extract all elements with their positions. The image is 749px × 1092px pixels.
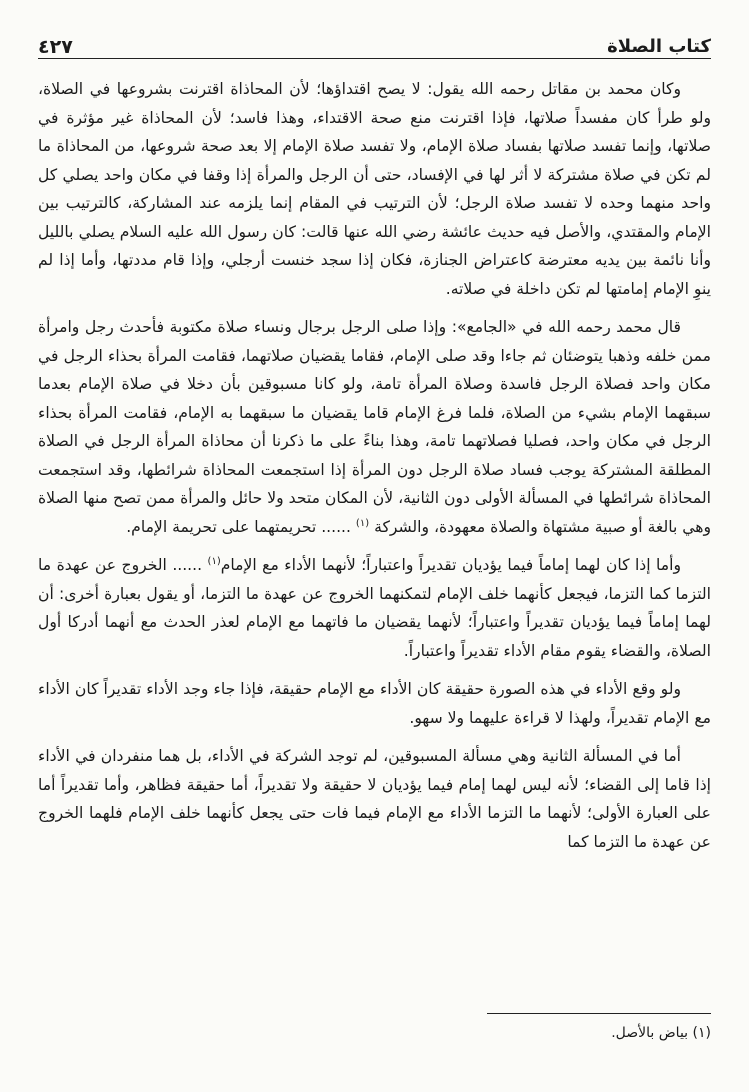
footnote-marker: (١) <box>692 1025 711 1041</box>
footnote-divider <box>487 1013 711 1014</box>
paragraph-3 <box>38 551 711 665</box>
paragraph-2 <box>38 313 711 541</box>
page-body <box>38 75 711 856</box>
paragraph-3-tail: ...... الخروج عن عهدة ما التزما كما التزما، فيجعل كأنهما خلف الإمام لتمكنهما الخروج عن عهدة ما التزما، أو يقول بعبارة أخرى: أن لهما إماماً فيما يؤديان تقديراً واعتباراً؛ لأنهما يقضيان ما فاتهما مع الإمام لعذر الحدث مع أنهما أدركا أول الصلاة، والقضاء يقوم مقام الأداء تقديراً واعتباراً. <box>38 556 711 660</box>
footnote-ref-2: (١) <box>207 555 221 567</box>
footnote <box>611 1022 711 1044</box>
paragraph-3-text: وأما إذا كان لهما إماماً فيما يؤديان تقديراً واعتباراً؛ لأنهما الأداء مع الإمام <box>220 556 681 574</box>
book-title: كتاب الصلاة <box>607 36 711 57</box>
paragraph-1: وكان محمد بن مقاتل رحمه الله يقول: لا يصح اقتداؤها؛ لأن المحاذاة اقترنت بشروعها في الصلاة، ولو طرأ كان مفسداً صلاتها، فإذا اقترنت منع صحة الاقتداء، وهذا فاسد؛ لأن المحاذاة غير مؤثرة في صلاتها، وإنما تفسد صلاتها بفساد صلاة الإمام، ولا تفسد صلاة الإمام إلا بعد صحة شروعها، من المحاذاة ما لم تكن في صلاة مشتركة لا أثر لها في الإفساد، حتى أن الرجل والمرأة إذا وقفا في مكان واحد يصلي كل واحد منهما وحده لا تفسد صلاة الرجل؛ لأن الترتيب في المقام إنما يلزمه عند المشاركة، كالترتيب بين الإمام والمقتدي، والأصل فيه حديث عائشة رضي الله عنها قالت: كان رسول الله عليه السلام يصلي بالليل وأنا نائمة بين يديه معترضة كاعتراض الجنازة، فكان إذا سجد خنست أرجلي، وإذا قام مددتها، وأما إذا لم ينوِ الإمام إمامتها لم تكن داخلة في صلاته. <box>38 80 711 298</box>
footnote-text: بياض بالأصل. <box>611 1025 689 1041</box>
document-page <box>38 30 711 1070</box>
paragraph-4: ولو وقع الأداء في هذه الصورة حقيقة كان الأداء مع الإمام حقيقة، فإذا جاء وجد الأداء تقديراً كان الأداء مع الإمام تقديراً، ولهذا لا قراءة عليهما ولا سهو. <box>38 680 711 727</box>
page-number: ٤٢٧ <box>38 36 73 58</box>
page-header <box>38 30 711 59</box>
paragraph-2-tail: ...... تحريمتهما على تحريمة الإمام. <box>126 517 351 536</box>
footnote-ref-1: (١) <box>355 517 370 529</box>
paragraph-5: أما في المسألة الثانية وهي مسألة المسبوقين، لم توجد الشركة في الأداء، بل هما منفردان في الأداء إذا قاما إلى القضاء؛ لأنه ليس لهما إمام فيما يؤديان لا حقيقة ولا تقديراً، أما حقيقة فظاهر، وأما تقديراً أما على العبارة الأولى؛ لأنهما ما التزما الأداء مع الإمام فيما فات حتى يجعل كأنهما خلف الإمام فلهما الخروج عن عهدة ما التزما كما <box>38 747 711 851</box>
paragraph-2-text: قال محمد رحمه الله في «الجامع»: وإذا صلى الرجل برجال ونساء صلاة مكتوبة فأحدث رجل وامرأة ممن خلفه وذهبا يتوضئان ثم جاءا وقد صلى الإمام، فقاما يقضيان صلاتهما، فقامت المرأة بحذاء الرجل في مكان واحد فصلاة الرجل فاسدة وصلاة المرأة تامة، ولو كانا مسبوقين بأن دخلا في صلاة الإمام بعدما سبقهما الإمام بشيء من الصلاة، فلما فرغ الإمام قاما يقضيان ما سبقهما به الإمام، فقامت المرأة بحذاء الرجل في مكان واحد، فصليا فصلاتهما تامة، وهذا بناءً على ما ذكرنا أن محاذاة المرأة الرجل في الصلاة المطلقة المشتركة يوجب فساد صلاة الرجل دون المرأة إذا استجمعت المحاذاة شرائطها، وقد استجمعت المحاذاة شرائطها في المسألة الأولى دون الثانية، لأن المكان متحد ولا حائل والمرأة ممن تصح منها الصلاة وهي بالغة أو صبية مشتهاة والصلاة معهودة، والشركة <box>38 318 711 536</box>
